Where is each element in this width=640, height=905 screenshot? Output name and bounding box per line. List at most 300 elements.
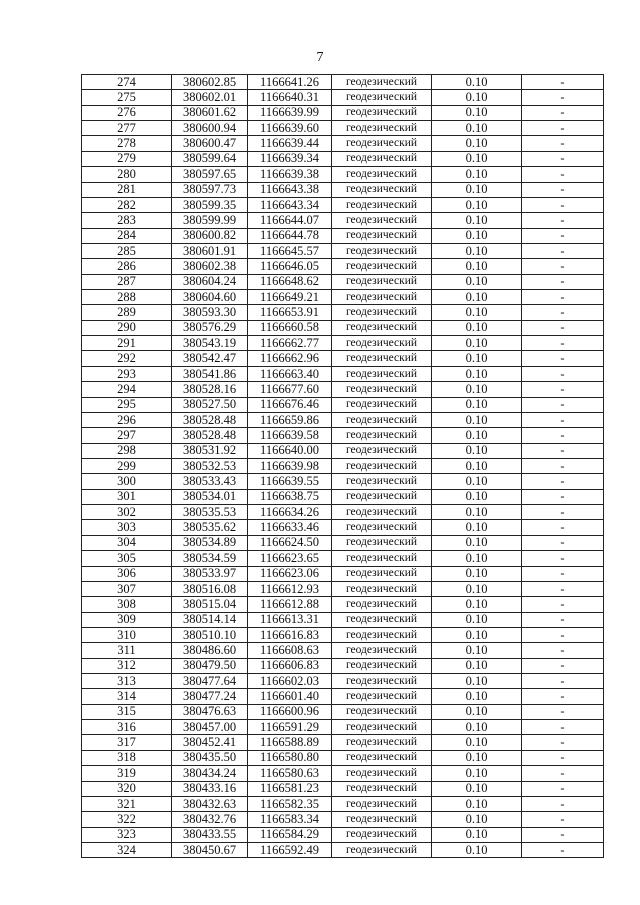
note-cell: - [522, 766, 604, 781]
y-coordinate-cell: 1166583.34 [248, 812, 332, 827]
x-coordinate-cell: 380531.92 [172, 443, 248, 458]
point-number-cell: 286 [82, 259, 172, 274]
point-number-cell: 284 [82, 228, 172, 243]
x-coordinate-cell: 380528.16 [172, 382, 248, 397]
note-cell: - [522, 674, 604, 689]
note-cell: - [522, 704, 604, 719]
accuracy-cell: 0.10 [432, 290, 522, 305]
note-cell: - [522, 505, 604, 520]
x-coordinate-cell: 380534.59 [172, 551, 248, 566]
point-number-cell: 278 [82, 136, 172, 151]
table-row [82, 827, 604, 842]
point-number-cell: 290 [82, 320, 172, 335]
method-cell: геодезический [332, 551, 432, 566]
table-row [82, 489, 604, 504]
method-cell: геодезический [332, 781, 432, 796]
x-coordinate-cell: 380527.50 [172, 397, 248, 412]
x-coordinate-cell: 380601.91 [172, 243, 248, 258]
note-cell: - [522, 458, 604, 473]
accuracy-cell: 0.10 [432, 458, 522, 473]
accuracy-cell: 0.10 [432, 151, 522, 166]
x-coordinate-cell: 380516.08 [172, 581, 248, 596]
point-number-cell: 319 [82, 766, 172, 781]
y-coordinate-cell: 1166639.34 [248, 151, 332, 166]
y-coordinate-cell: 1166580.63 [248, 766, 332, 781]
table-row [82, 674, 604, 689]
point-number-cell: 299 [82, 458, 172, 473]
accuracy-cell: 0.10 [432, 750, 522, 765]
method-cell: геодезический [332, 105, 432, 120]
note-cell: - [522, 121, 604, 136]
table-row [82, 658, 604, 673]
point-number-cell: 298 [82, 443, 172, 458]
x-coordinate-cell: 380597.73 [172, 182, 248, 197]
note-cell: - [522, 612, 604, 627]
note-cell: - [522, 520, 604, 535]
x-coordinate-cell: 380515.04 [172, 597, 248, 612]
table-row [82, 612, 604, 627]
point-number-cell: 311 [82, 643, 172, 658]
y-coordinate-cell: 1166623.06 [248, 566, 332, 581]
point-number-cell: 296 [82, 412, 172, 427]
y-coordinate-cell: 1166643.38 [248, 182, 332, 197]
method-cell: геодезический [332, 366, 432, 381]
x-coordinate-cell: 380599.35 [172, 197, 248, 212]
note-cell: - [522, 75, 604, 90]
x-coordinate-cell: 380533.97 [172, 566, 248, 581]
accuracy-cell: 0.10 [432, 474, 522, 489]
point-number-cell: 307 [82, 581, 172, 596]
note-cell: - [522, 720, 604, 735]
x-coordinate-cell: 380535.62 [172, 520, 248, 535]
y-coordinate-cell: 1166646.05 [248, 259, 332, 274]
point-number-cell: 317 [82, 735, 172, 750]
y-coordinate-cell: 1166653.91 [248, 305, 332, 320]
note-cell: - [522, 366, 604, 381]
x-coordinate-cell: 380602.85 [172, 75, 248, 90]
table-row [82, 520, 604, 535]
note-cell: - [522, 735, 604, 750]
note-cell: - [522, 443, 604, 458]
table-row [82, 290, 604, 305]
accuracy-cell: 0.10 [432, 121, 522, 136]
x-coordinate-cell: 380432.63 [172, 796, 248, 811]
table-row [82, 458, 604, 473]
method-cell: геодезический [332, 443, 432, 458]
point-number-cell: 324 [82, 842, 172, 857]
note-cell: - [522, 351, 604, 366]
accuracy-cell: 0.10 [432, 566, 522, 581]
x-coordinate-cell: 380534.01 [172, 489, 248, 504]
x-coordinate-cell: 380486.60 [172, 643, 248, 658]
method-cell: геодезический [332, 274, 432, 289]
accuracy-cell: 0.10 [432, 520, 522, 535]
accuracy-cell: 0.10 [432, 489, 522, 504]
point-number-cell: 315 [82, 704, 172, 719]
table-row [82, 597, 604, 612]
point-number-cell: 316 [82, 720, 172, 735]
note-cell: - [522, 551, 604, 566]
y-coordinate-cell: 1166659.86 [248, 412, 332, 427]
x-coordinate-cell: 380597.65 [172, 167, 248, 182]
note-cell: - [522, 812, 604, 827]
note-cell: - [522, 167, 604, 182]
method-cell: геодезический [332, 75, 432, 90]
x-coordinate-cell: 380599.99 [172, 213, 248, 228]
y-coordinate-cell: 1166591.29 [248, 720, 332, 735]
table-row [82, 182, 604, 197]
x-coordinate-cell: 380600.47 [172, 136, 248, 151]
x-coordinate-cell: 380479.50 [172, 658, 248, 673]
y-coordinate-cell: 1166643.34 [248, 197, 332, 212]
accuracy-cell: 0.10 [432, 658, 522, 673]
table-row [82, 627, 604, 642]
point-number-cell: 318 [82, 750, 172, 765]
note-cell: - [522, 228, 604, 243]
note-cell: - [522, 182, 604, 197]
y-coordinate-cell: 1166612.93 [248, 581, 332, 596]
x-coordinate-cell: 380435.50 [172, 750, 248, 765]
note-cell: - [522, 474, 604, 489]
x-coordinate-cell: 380601.62 [172, 105, 248, 120]
note-cell: - [522, 397, 604, 412]
y-coordinate-cell: 1166638.75 [248, 489, 332, 504]
point-number-cell: 295 [82, 397, 172, 412]
accuracy-cell: 0.10 [432, 213, 522, 228]
note-cell: - [522, 412, 604, 427]
point-number-cell: 303 [82, 520, 172, 535]
method-cell: геодезический [332, 290, 432, 305]
table-row [82, 812, 604, 827]
x-coordinate-cell: 380604.60 [172, 290, 248, 305]
x-coordinate-cell: 380528.48 [172, 428, 248, 443]
x-coordinate-cell: 380510.10 [172, 627, 248, 642]
y-coordinate-cell: 1166649.21 [248, 290, 332, 305]
method-cell: геодезический [332, 689, 432, 704]
y-coordinate-cell: 1166644.78 [248, 228, 332, 243]
accuracy-cell: 0.10 [432, 182, 522, 197]
note-cell: - [522, 274, 604, 289]
x-coordinate-cell: 380576.29 [172, 320, 248, 335]
method-cell: геодезический [332, 520, 432, 535]
accuracy-cell: 0.10 [432, 320, 522, 335]
point-number-cell: 310 [82, 627, 172, 642]
table-row [82, 704, 604, 719]
accuracy-cell: 0.10 [432, 796, 522, 811]
y-coordinate-cell: 1166581.23 [248, 781, 332, 796]
y-coordinate-cell: 1166613.31 [248, 612, 332, 627]
accuracy-cell: 0.10 [432, 397, 522, 412]
accuracy-cell: 0.10 [432, 136, 522, 151]
note-cell: - [522, 643, 604, 658]
method-cell: геодезический [332, 812, 432, 827]
point-number-cell: 313 [82, 674, 172, 689]
table-row [82, 735, 604, 750]
point-number-cell: 292 [82, 351, 172, 366]
y-coordinate-cell: 1166639.44 [248, 136, 332, 151]
table-row [82, 151, 604, 166]
note-cell: - [522, 842, 604, 857]
table-row [82, 566, 604, 581]
accuracy-cell: 0.10 [432, 674, 522, 689]
method-cell: геодезический [332, 182, 432, 197]
x-coordinate-cell: 380602.38 [172, 259, 248, 274]
point-number-cell: 301 [82, 489, 172, 504]
y-coordinate-cell: 1166606.83 [248, 658, 332, 673]
y-coordinate-cell: 1166660.58 [248, 320, 332, 335]
note-cell: - [522, 320, 604, 335]
accuracy-cell: 0.10 [432, 167, 522, 182]
table-row [82, 750, 604, 765]
method-cell: геодезический [332, 750, 432, 765]
x-coordinate-cell: 380433.16 [172, 781, 248, 796]
accuracy-cell: 0.10 [432, 735, 522, 750]
y-coordinate-cell: 1166663.40 [248, 366, 332, 381]
x-coordinate-cell: 380432.76 [172, 812, 248, 827]
table-row [82, 75, 604, 90]
table-row [82, 443, 604, 458]
x-coordinate-cell: 380535.53 [172, 505, 248, 520]
y-coordinate-cell: 1166639.99 [248, 105, 332, 120]
note-cell: - [522, 627, 604, 642]
note-cell: - [522, 305, 604, 320]
note-cell: - [522, 136, 604, 151]
accuracy-cell: 0.10 [432, 505, 522, 520]
method-cell: геодезический [332, 735, 432, 750]
method-cell: геодезический [332, 597, 432, 612]
y-coordinate-cell: 1166641.26 [248, 75, 332, 90]
note-cell: - [522, 428, 604, 443]
point-number-cell: 277 [82, 121, 172, 136]
point-number-cell: 293 [82, 366, 172, 381]
method-cell: геодезический [332, 720, 432, 735]
table-row [82, 505, 604, 520]
note-cell: - [522, 796, 604, 811]
method-cell: геодезический [332, 228, 432, 243]
point-number-cell: 323 [82, 827, 172, 842]
coordinates-table [81, 74, 604, 858]
y-coordinate-cell: 1166640.00 [248, 443, 332, 458]
y-coordinate-cell: 1166662.77 [248, 336, 332, 351]
page-number: 7 [316, 50, 324, 65]
accuracy-cell: 0.10 [432, 704, 522, 719]
point-number-cell: 280 [82, 167, 172, 182]
method-cell: геодезический [332, 136, 432, 151]
x-coordinate-cell: 380452.41 [172, 735, 248, 750]
method-cell: геодезический [332, 535, 432, 550]
y-coordinate-cell: 1166662.96 [248, 351, 332, 366]
point-number-cell: 281 [82, 182, 172, 197]
accuracy-cell: 0.10 [432, 197, 522, 212]
note-cell: - [522, 750, 604, 765]
table-row [82, 228, 604, 243]
method-cell: геодезический [332, 458, 432, 473]
accuracy-cell: 0.10 [432, 443, 522, 458]
table-row [82, 90, 604, 105]
accuracy-cell: 0.10 [432, 228, 522, 243]
table-row [82, 842, 604, 857]
x-coordinate-cell: 380457.00 [172, 720, 248, 735]
y-coordinate-cell: 1166602.03 [248, 674, 332, 689]
method-cell: геодезический [332, 566, 432, 581]
accuracy-cell: 0.10 [432, 643, 522, 658]
y-coordinate-cell: 1166608.63 [248, 643, 332, 658]
accuracy-cell: 0.10 [432, 274, 522, 289]
table-row [82, 274, 604, 289]
point-number-cell: 300 [82, 474, 172, 489]
method-cell: геодезический [332, 90, 432, 105]
accuracy-cell: 0.10 [432, 412, 522, 427]
note-cell: - [522, 290, 604, 305]
accuracy-cell: 0.10 [432, 720, 522, 735]
x-coordinate-cell: 380602.01 [172, 90, 248, 105]
accuracy-cell: 0.10 [432, 75, 522, 90]
point-number-cell: 275 [82, 90, 172, 105]
table-row [82, 105, 604, 120]
y-coordinate-cell: 1166592.49 [248, 842, 332, 857]
point-number-cell: 314 [82, 689, 172, 704]
table-row [82, 643, 604, 658]
y-coordinate-cell: 1166624.50 [248, 535, 332, 550]
y-coordinate-cell: 1166639.38 [248, 167, 332, 182]
table-row [82, 351, 604, 366]
y-coordinate-cell: 1166639.98 [248, 458, 332, 473]
accuracy-cell: 0.10 [432, 428, 522, 443]
y-coordinate-cell: 1166584.29 [248, 827, 332, 842]
x-coordinate-cell: 380541.86 [172, 366, 248, 381]
accuracy-cell: 0.10 [432, 305, 522, 320]
note-cell: - [522, 382, 604, 397]
table-row [82, 213, 604, 228]
table-row [82, 259, 604, 274]
y-coordinate-cell: 1166588.89 [248, 735, 332, 750]
note-cell: - [522, 581, 604, 596]
accuracy-cell: 0.10 [432, 689, 522, 704]
method-cell: геодезический [332, 474, 432, 489]
method-cell: геодезический [332, 674, 432, 689]
note-cell: - [522, 213, 604, 228]
accuracy-cell: 0.10 [432, 366, 522, 381]
point-number-cell: 289 [82, 305, 172, 320]
point-number-cell: 294 [82, 382, 172, 397]
point-number-cell: 283 [82, 213, 172, 228]
y-coordinate-cell: 1166648.62 [248, 274, 332, 289]
x-coordinate-cell: 380528.48 [172, 412, 248, 427]
accuracy-cell: 0.10 [432, 612, 522, 627]
point-number-cell: 288 [82, 290, 172, 305]
note-cell: - [522, 151, 604, 166]
y-coordinate-cell: 1166580.80 [248, 750, 332, 765]
accuracy-cell: 0.10 [432, 581, 522, 596]
accuracy-cell: 0.10 [432, 597, 522, 612]
y-coordinate-cell: 1166677.60 [248, 382, 332, 397]
table-row [82, 551, 604, 566]
table-row [82, 781, 604, 796]
x-coordinate-cell: 380450.67 [172, 842, 248, 857]
method-cell: геодезический [332, 658, 432, 673]
accuracy-cell: 0.10 [432, 336, 522, 351]
table-row [82, 766, 604, 781]
method-cell: геодезический [332, 305, 432, 320]
note-cell: - [522, 336, 604, 351]
method-cell: геодезический [332, 243, 432, 258]
table-row [82, 243, 604, 258]
x-coordinate-cell: 380514.14 [172, 612, 248, 627]
accuracy-cell: 0.10 [432, 551, 522, 566]
table-row [82, 320, 604, 335]
method-cell: геодезический [332, 397, 432, 412]
table-row [82, 689, 604, 704]
x-coordinate-cell: 380599.64 [172, 151, 248, 166]
table-row [82, 720, 604, 735]
method-cell: геодезический [332, 336, 432, 351]
accuracy-cell: 0.10 [432, 105, 522, 120]
method-cell: геодезический [332, 351, 432, 366]
method-cell: геодезический [332, 320, 432, 335]
method-cell: геодезический [332, 213, 432, 228]
point-number-cell: 279 [82, 151, 172, 166]
method-cell: геодезический [332, 412, 432, 427]
accuracy-cell: 0.10 [432, 259, 522, 274]
y-coordinate-cell: 1166623.65 [248, 551, 332, 566]
x-coordinate-cell: 380543.19 [172, 336, 248, 351]
method-cell: геодезический [332, 643, 432, 658]
point-number-cell: 309 [82, 612, 172, 627]
note-cell: - [522, 105, 604, 120]
note-cell: - [522, 259, 604, 274]
y-coordinate-cell: 1166582.35 [248, 796, 332, 811]
method-cell: геодезический [332, 259, 432, 274]
x-coordinate-cell: 380600.94 [172, 121, 248, 136]
table-row [82, 397, 604, 412]
accuracy-cell: 0.10 [432, 90, 522, 105]
method-cell: геодезический [332, 842, 432, 857]
point-number-cell: 291 [82, 336, 172, 351]
accuracy-cell: 0.10 [432, 812, 522, 827]
point-number-cell: 305 [82, 551, 172, 566]
table-row [82, 121, 604, 136]
table-row [82, 428, 604, 443]
method-cell: геодезический [332, 382, 432, 397]
point-number-cell: 321 [82, 796, 172, 811]
note-cell: - [522, 489, 604, 504]
point-number-cell: 276 [82, 105, 172, 120]
method-cell: геодезический [332, 796, 432, 811]
point-number-cell: 306 [82, 566, 172, 581]
table-row [82, 581, 604, 596]
x-coordinate-cell: 380604.24 [172, 274, 248, 289]
accuracy-cell: 0.10 [432, 382, 522, 397]
method-cell: геодезический [332, 489, 432, 504]
y-coordinate-cell: 1166601.40 [248, 689, 332, 704]
table-row [82, 474, 604, 489]
point-number-cell: 282 [82, 197, 172, 212]
table-row [82, 167, 604, 182]
table-row [82, 197, 604, 212]
method-cell: геодезический [332, 612, 432, 627]
accuracy-cell: 0.10 [432, 627, 522, 642]
note-cell: - [522, 90, 604, 105]
method-cell: геодезический [332, 121, 432, 136]
method-cell: геодезический [332, 505, 432, 520]
note-cell: - [522, 781, 604, 796]
x-coordinate-cell: 380542.47 [172, 351, 248, 366]
point-number-cell: 274 [82, 75, 172, 90]
y-coordinate-cell: 1166639.55 [248, 474, 332, 489]
accuracy-cell: 0.10 [432, 842, 522, 857]
x-coordinate-cell: 380600.82 [172, 228, 248, 243]
coordinates-table-body [82, 75, 604, 858]
